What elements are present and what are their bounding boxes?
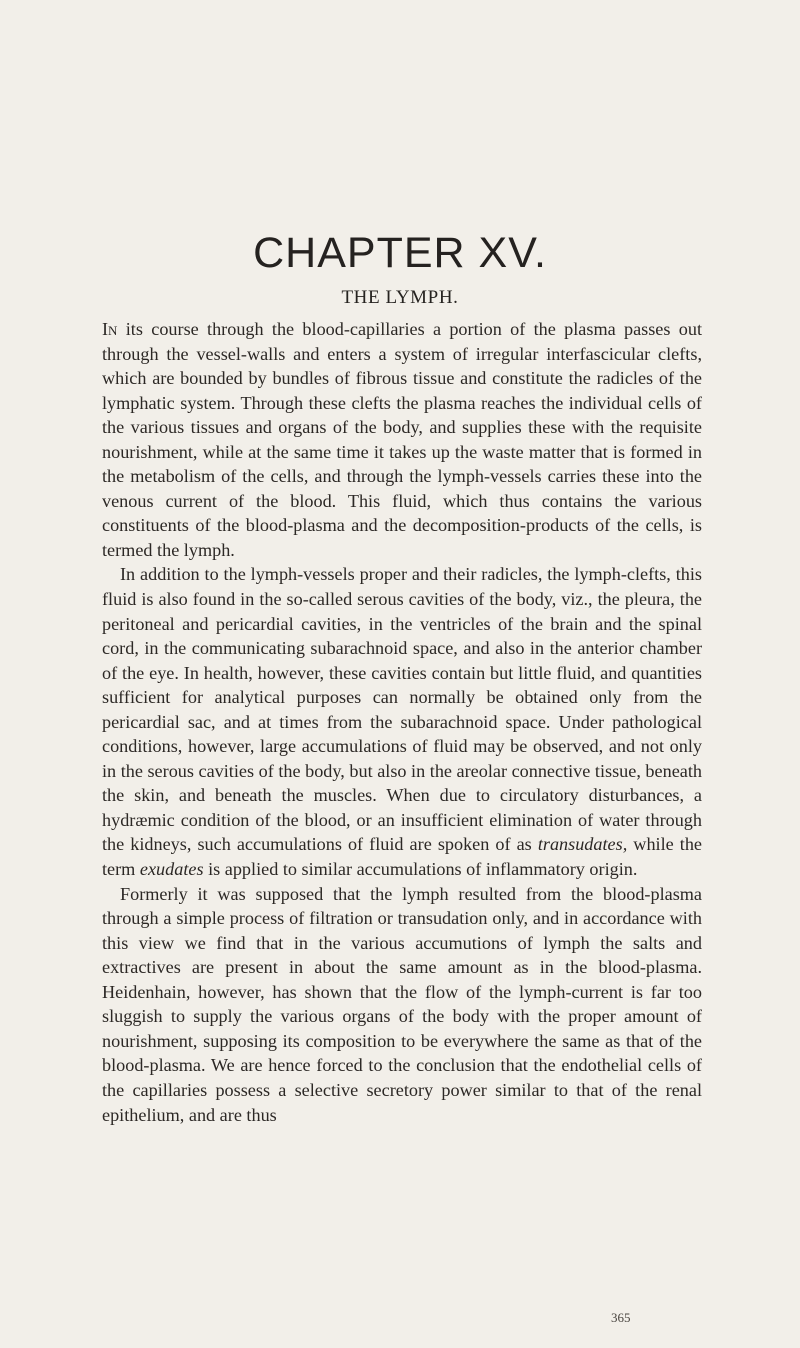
paragraph-1 — [102, 317, 702, 562]
paragraph-1-text: its course through the blood-capillaries a portion of the plasma passes out through the vessel-walls and enters a system of irregular interfascicular clefts, which are bounded by bundles of fibrous tissue and constitute the radicles of the lymphatic system. Through these clefts the plasma reaches the individual cells of the various tissues and organs of the body, and supplies these with the requisite nourishment, while at the same time it takes up the waste matter that is formed in the metabolism of the cells, and through the lymph-vessels carries these into the venous current of the blood. This fluid, which thus contains the various constituents of the blood-plasma and the decomposition-products of the cells, is termed the lymph. — [102, 319, 702, 560]
section-title: THE LYMPH. — [341, 287, 459, 308]
chapter-title: CHAPTER XV. — [253, 229, 547, 277]
paragraph-2-text-a: In addition to the lymph-vessels proper and their radicles, the lymph-clefts, this fluid is also found in the so-called serous cavities of the body, viz., the pleura, the peritoneal and pericardial cavities, in the ventricles of the brain and the spinal cord, in the communicating subarachnoid space, and also in the anterior chamber of the eye. In health, however, these cavities contain but little fluid, and quantities sufficient for analytical purposes can normally be obtained only from the pericardial sac, and at times from the subarachnoid space. Under pathological conditions, however, large accumulations of fluid may be observed, and not only in the serous cavities of the body, but also in the areolar connective tissue, beneath the skin, and beneath the muscles. When due to circulatory disturbances, a hydræmic condition of the blood, or an insufficient elimination of water through the kidneys, such accumulations of fluid are spoken of as — [102, 564, 702, 855]
paragraph-2-text-b: while the term — [102, 834, 702, 880]
paragraph-2 — [102, 562, 702, 881]
page-number: 365 — [611, 1310, 631, 1325]
body-text — [102, 317, 702, 1127]
term-exudates: exudates — [139, 859, 204, 880]
paragraph-3: Formerly it was supposed that the lymph resulted from the blood-plasma through a simple process of filtration or transudation only, and in accordance with this view we find that in the various accumutions of lymph the salts and extractives are present in about the same amount as in the blood-plasma. Heidenhain, however, has shown that the flow of the lymph-current is far too sluggish to supply the various organs of the body with the proper amount of nourishment, supposing its composition to be everywhere the same as that of the blood-plasma. We are hence forced to the conclusion that the endothelial cells of the capillaries possess a selective secretory power similar to that of the renal epithelium, and are thus — [102, 883, 702, 1125]
paragraph-2-text-c: is applied to similar accumulations of inflammatory origin. — [203, 859, 638, 880]
paragraph-1-lead: In — [102, 319, 118, 339]
term-transudates: transudates, — [537, 834, 628, 855]
